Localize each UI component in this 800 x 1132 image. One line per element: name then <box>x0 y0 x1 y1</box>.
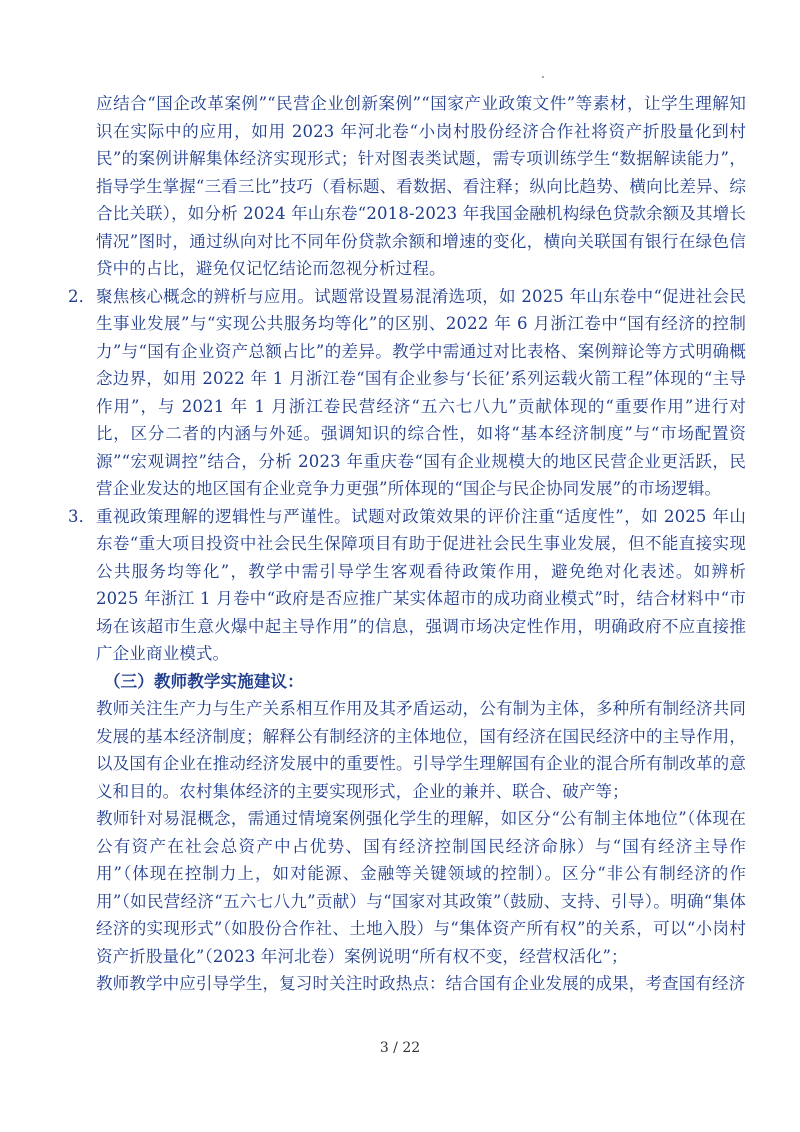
section-heading: （三）教师教学实施建议： <box>104 671 304 691</box>
scan-dot <box>542 76 544 78</box>
list-item-number: 3． <box>68 506 96 526</box>
paragraph-1: 教师关注生产力与生产关系相互作用及其矛盾运动，公有制为主体，多种所有制经济共同发展的基本经济制度；解释公有制经济的主体地位，国有经济在国民经济中的主导作用，以及国有企业在推动经济发展中的重要性。引导学生理解国有企业的混合所有制改革的意义和目的。农村集体经济的主要实现形式，企业的兼并、联合、破产等； <box>96 699 746 801</box>
page-content <box>68 90 746 998</box>
list-item-text: 聚焦核心概念的辨析与应用。试题常设置易混淆选项，如 2025 年山东卷中“促进社会民生事业发展”与“实现公共服务均等化”的区别、2022 年 6 月浙江卷中“国有经济的控制力”与“国有企业资产总额占比”的差异。教学中需通过对比表格、案例辩论等方式明确概念边界，如用 2022 年 1 月浙江卷“国有企业参与‘长征’系列运载火箭工程”体现的“主导作用”，与 2021 年 1 月浙江卷民营经济“五六七八九”贡献体现的“重要作用”进行对比，区分二者的内涵与外延。强调知识的综合性，如将“基本经济制度”与“市场配置资源”“宏观调控”结合，分析 2023 年重庆卷“国有企业规模大的地区民营企业更活跃，民营企业发达的地区国有企业竞争力更强”所体现的“国企与民企协同发展”的市场逻辑。 <box>96 286 746 498</box>
paragraph-3: 教师教学中应引导学生，复习时关注时政热点：结合国有企业发展的成果，考查国有经济 <box>96 974 746 993</box>
paragraph-intro: 应结合“国企改革案例”“民营企业创新案例”“国家产业政策文件”等素材，让学生理解知识在实际中的应用，如用 2023 年河北卷“小岗村股份经济合作社将资产折股量化到村民”的案例讲解集体经济实现形式；针对图表类试题，需专项训练学生“数据解读能力”，指导学生掌握“三看三比”技巧（看标题、看数据、看注释；纵向比趋势、横向比差异、综合比关联），如分析 2024 年山东卷“2018-2023 年我国金融机构绿色贷款余额及其增长情况”图时，通过纵向对比不同年份贷款余额和增速的变化，横向关联国有银行在绿色信贷中的占比，避免仅记忆结论而忽视分析过程。 <box>96 94 746 278</box>
list-item-text: 重视政策理解的逻辑性与严谨性。试题对政策效果的评价注重“适度性”，如 2025 年山东卷“重大项目投资中社会民生保障项目有助于促进社会民生事业发展，但不能直接实现公共服务均等化”，教学中需引导学生客观看待政策作用，避免绝对化表述。如辨析 2025 年浙江 1 月卷中“政府是否应推广某实体超市的成功商业模式”时，结合材料中“市场在该超市生意火爆中起主导作用”的信息，强调市场决定性作用，明确政府不应直接推广企业商业模式。 <box>96 506 746 663</box>
list-item <box>68 503 746 668</box>
list-item-number: 2． <box>68 286 96 306</box>
list-item <box>68 283 746 503</box>
paragraph-2: 教师针对易混概念，需通过情境案例强化学生的理解，如区分“公有制主体地位”（体现在公有资产在社会总资产中占优势、国有经济控制国民经济命脉）与“国有经济主导作用”（体现在控制力上，如对能源、金融等关键领域的控制）。区分“非公有制经济的作用”（如民营经济“五六七八九”贡献）与“国家对其政策”（鼓励、支持、引导）。明确“集体经济的实现形式”（如股份合作社、土地入股）与“集体资产所有权”的关系，可以“小岗村资产折股量化”（2023 年河北卷）案例说明“所有权不变，经营权活化”； <box>96 809 746 966</box>
page-number: 3 / 22 <box>379 1040 421 1056</box>
